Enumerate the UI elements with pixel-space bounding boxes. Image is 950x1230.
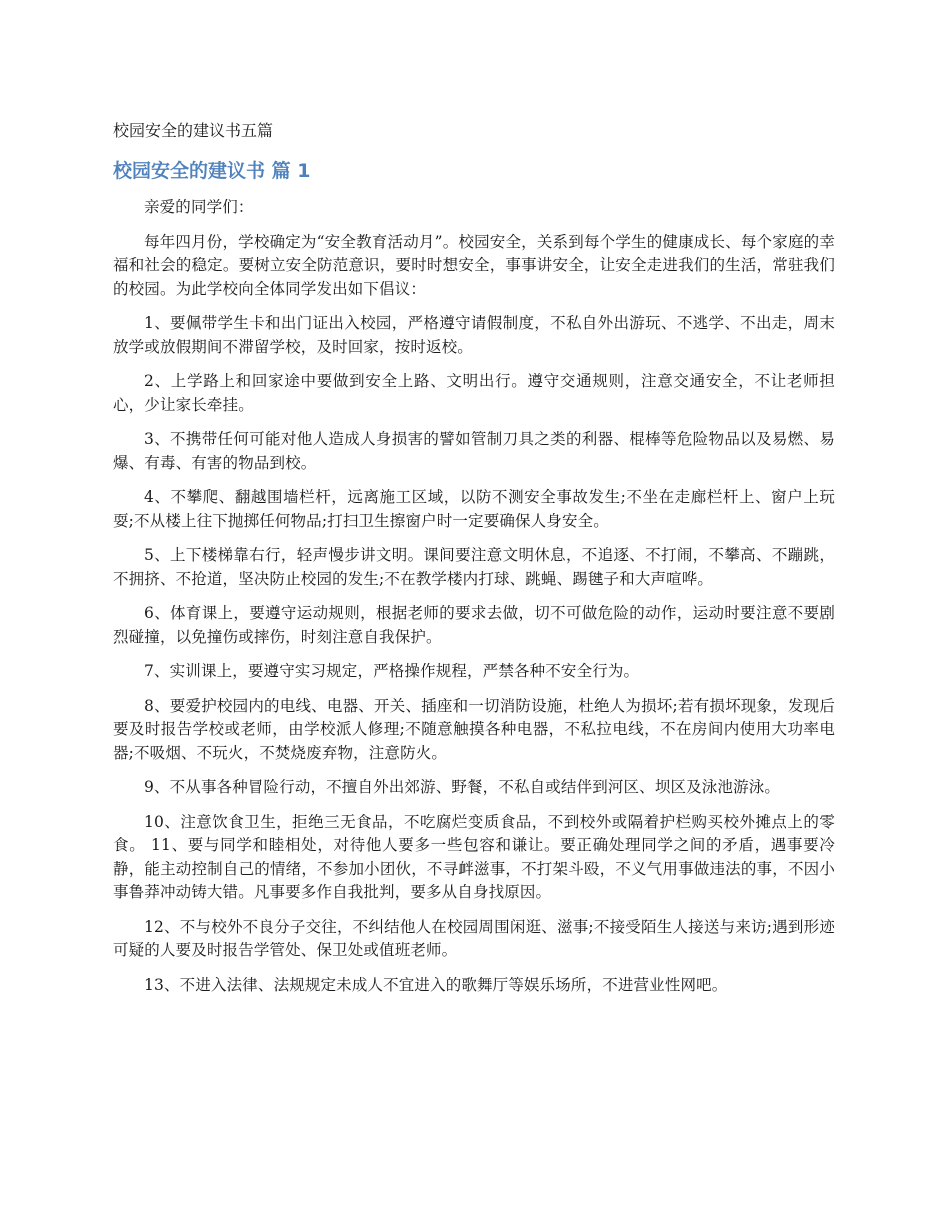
paragraph-item-9: 9、不从事各种冒险行动，不擅自外出郊游、野餐，不私自或结伴到河区、坝区及泳池游泳。: [144, 778, 781, 796]
paragraph-item-7: 7、实训课上，要遵守实习规定，严格操作规程，严禁各种不安全行为。: [144, 662, 640, 680]
paragraph-item-2: 2、上学路上和回家途中要做到安全上路、文明出行。遵守交通规则，注意交通安全，不让老师担心，少让家长牵挂。: [113, 372, 835, 414]
paragraph-item-3: 3、不携带任何可能对他人造成人身损害的譬如管制刀具之类的利器、棍棒等危险物品以及易燃、易爆、有毒、有害的物品到校。: [113, 430, 835, 472]
paragraph-item-13: 13、不进入法律、法规规定未成人不宜进入的歌舞厅等娱乐场所，不进营业性网吧。: [144, 975, 728, 994]
paragraph-item-5: 5、上下楼梯靠右行，轻声慢步讲文明。课间要注意文明休息，不追逐、不打闹，不攀高、不蹦跳，不拥挤、不抢道，坚决防止校园的发生;不在教学楼内打球、跳蝇、踢毽子和大声喧哗。: [113, 546, 835, 588]
paragraph-item-12: 12、不与校外不良分子交往，不纠结他人在校园周围闲逛、滋事;不接受陌生人接送与来访;遇到形迹可疑的人要及时报告学管处、保卫处或值班老师。: [113, 917, 835, 959]
paragraph-item-4: 4、不攀爬、翻越围墙栏杆，远离施工区域，以防不测安全事故发生;不坐在走廊栏杆上、窗户上玩耍;不从楼上往下抛掷任何物品;打扫卫生擦窗户时一定要确保人身安全。: [113, 488, 835, 530]
paragraph-greeting: 亲爱的同学们：: [144, 198, 254, 216]
section-heading: 校园安全的建议书 篇 1: [113, 160, 311, 182]
document-title: 校园安全的建议书五篇: [113, 121, 274, 140]
paragraph-item-1: 1、要佩带学生卡和出门证出入校园，严格遵守请假制度，不私自外出游玩、不逃学、不出走，周末放学或放假期间不滞留学校，及时回家，按时返校。: [113, 314, 835, 356]
paragraph-item-10-11: 10、注意饮食卫生，拒绝三无食品，不吃腐烂变质食品，不到校外或隔着护栏购买校外摊点上的零食。 11、要与同学和睦相处，对待他人要多一些包容和谦让。要正确处理同学之间的矛盾，遇事要冷静，能主动控制自己的情绪，不参加小团伙，不寻衅滋事，不打架斗殴，不义气用事做违法的事，不因小事鲁莽冲动铸大错。凡事要多作自我批判，要多从自身找原因。: [113, 812, 835, 901]
paragraph-intro: 每年四月份，学校确定为“安全教育活动月”。校园安全，关系到每个学生的健康成长、每个家庭的幸福和社会的稳定。要树立安全防范意识，要时时想安全，事事讲安全，让安全走进我们的生活，常驻我们的校园。为此学校向全体同学发出如下倡议：: [113, 232, 835, 298]
document-page: [113, 118, 835, 1008]
paragraph-item-6: 6、体育课上，要遵守运动规则，根据老师的要求去做，切不可做危险的动作，运动时要注意不要剧烈碰撞，以免撞伤或摔伤，时刻注意自我保护。: [113, 604, 835, 646]
paragraph-item-8: 8、要爱护校园内的电线、电器、开关、插座和一切消防设施，杜绝人为损坏;若有损坏现象，发现后要及时报告学校或老师，由学校派人修理;不随意触摸各种电器，不私拉电线，不在房间内使用大功率电器;不吸烟、不玩火，不焚烧废弃物，注意防火。: [113, 696, 835, 762]
